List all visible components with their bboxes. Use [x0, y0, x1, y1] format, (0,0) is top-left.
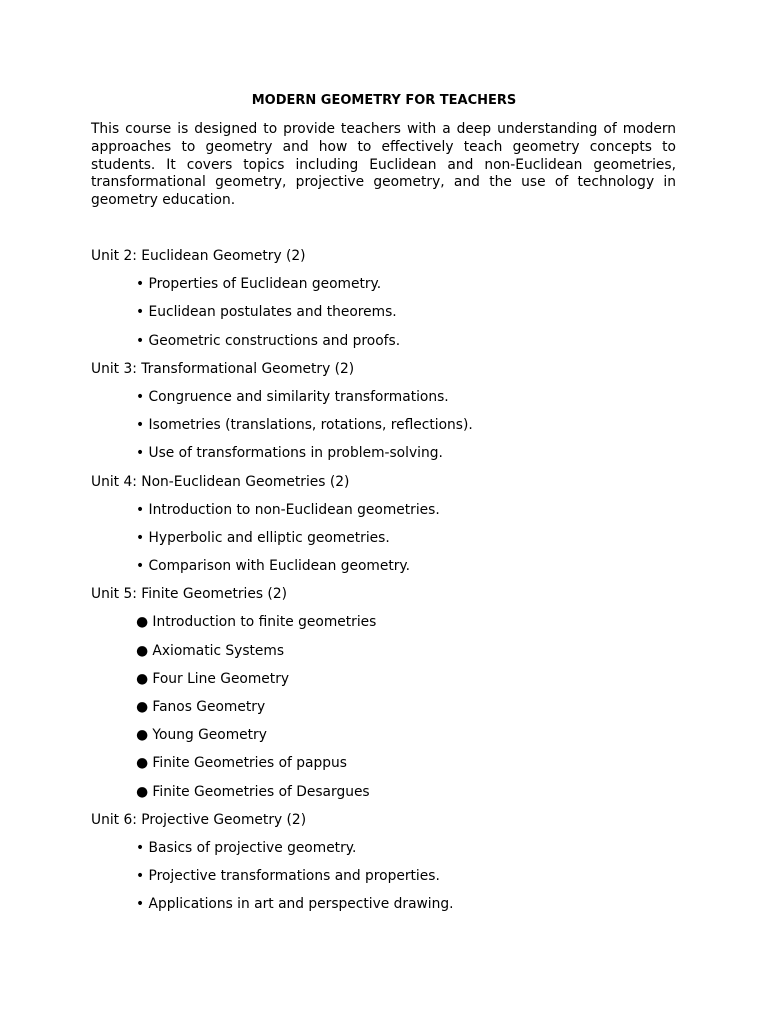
unit-heading: Unit 5: Finite Geometries (2) — [91, 586, 287, 603]
list-item: • Applications in art and perspective drawing. — [136, 896, 454, 913]
unit-heading: Unit 4: Non-Euclidean Geometries (2) — [91, 473, 350, 490]
unit-heading: Unit 6: Projective Geometry (2) — [91, 811, 307, 828]
list-item: • Isometries (translations, rotations, reflections). — [136, 417, 473, 434]
intro-paragraph: This course is designed to provide teachers with a deep understanding of modern approaches to geometry and how to effectively teach geometry concepts to students. It covers topics including Euclidean and non-Euclidean geometries, transformational geometry, projective geometry, and the use of technology in geometry education. — [91, 121, 676, 209]
list-item: ● Four Line Geometry — [136, 670, 290, 687]
list-item: ● Fanos Geometry — [136, 699, 266, 715]
list-item: ● Young Geometry — [136, 727, 267, 744]
page-title: MODERN GEOMETRY FOR TEACHERS — [251, 93, 517, 108]
list-item: ● Axiomatic Systems — [136, 642, 285, 659]
unit-list — [91, 246, 691, 923]
list-item: • Properties of Euclidean geometry. — [136, 276, 382, 293]
list-item: ● Finite Geometries of pappus — [136, 755, 347, 772]
list-item: • Projective transformations and properties. — [136, 868, 440, 885]
list-item: • Congruence and similarity transformations. — [136, 388, 449, 405]
list-item: ● Finite Geometries of Desargues — [136, 783, 370, 800]
list-item: • Comparison with Euclidean geometry. — [136, 558, 410, 575]
unit-heading: Unit 2: Euclidean Geometry (2) — [91, 248, 306, 264]
list-item: • Use of transformations in problem-solving. — [136, 445, 443, 462]
list-item: ● Introduction to finite geometries — [136, 614, 377, 631]
list-item: • Euclidean postulates and theorems. — [136, 304, 397, 321]
list-item: • Basics of projective geometry. — [136, 839, 357, 856]
unit-heading: Unit 3: Transformational Geometry (2) — [91, 360, 355, 377]
list-item: • Geometric constructions and proofs. — [136, 332, 401, 349]
list-item: • Introduction to non-Euclidean geometries. — [136, 501, 440, 518]
list-item: • Hyperbolic and elliptic geometries. — [136, 529, 390, 546]
